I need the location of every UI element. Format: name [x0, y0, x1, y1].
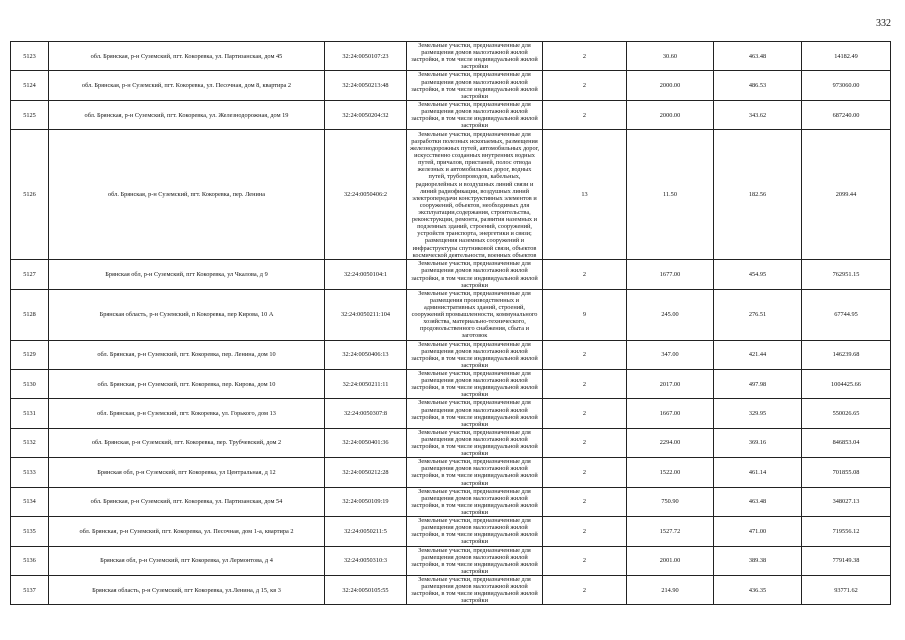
row-number-cell: 5133: [11, 458, 49, 487]
address-cell: обл. Брянская, р-н Суземский, пгт. Кокоревка, пер. Ленина, дом 10: [49, 340, 325, 369]
cadastral-value-cell: 779149.38: [802, 546, 891, 575]
cadastral-value-cell: 348027.13: [802, 487, 891, 516]
use-group-cell: 2: [543, 71, 627, 100]
cadastral-value-cell: 1004425.66: [802, 369, 891, 398]
address-cell: обл. Брянская, р-н Суземский, пгт. Кокоревка, ул. Партизанская, дом 54: [49, 487, 325, 516]
table-row: [11, 71, 891, 100]
table-body: [11, 42, 891, 605]
unit-value-cell: 182.56: [714, 130, 802, 260]
cadastral-value-cell: 550026.65: [802, 399, 891, 428]
cadastral-number-cell: 32:24:0050105:55: [325, 576, 407, 605]
unit-value-cell: 343.62: [714, 100, 802, 129]
table-row: [11, 130, 891, 260]
cadastral-number-cell: 32:24:0050406:2: [325, 130, 407, 260]
use-group-cell: 2: [543, 369, 627, 398]
land-use-purpose-cell: Земельные участки, предназначенные для размещения домов малоэтажной жилой застройки, в том числе индивидуальной жилой застройки: [407, 399, 543, 428]
page-number: 332: [876, 18, 891, 29]
area-cell: 30.60: [627, 42, 714, 71]
area-cell: 347.00: [627, 340, 714, 369]
use-group-cell: 2: [543, 576, 627, 605]
address-cell: обл. Брянская, р-н Суземский, пгт. Кокоревка, ул. Железнодорожная, дом 19: [49, 100, 325, 129]
area-cell: 2017.00: [627, 369, 714, 398]
area-cell: 214.90: [627, 576, 714, 605]
row-number-cell: 5129: [11, 340, 49, 369]
address-cell: обл. Брянская, р-н Суземский, пгт. Кокоревка, ул. Партизанская, дом 45: [49, 42, 325, 71]
table-row: [11, 428, 891, 457]
land-use-purpose-cell: Земельные участки, предназначенные для размещения домов малоэтажной жилой застройки, в том числе индивидуальной жилой застройки: [407, 546, 543, 575]
cadastral-number-cell: 32:24:0050211:104: [325, 289, 407, 340]
land-use-purpose-cell: Земельные участки, предназначенные для размещения домов малоэтажной жилой застройки, в том числе индивидуальной жилой застройки: [407, 340, 543, 369]
land-use-purpose-cell: Земельные участки, предназначенные для размещения домов малоэтажной жилой застройки, в том числе индивидуальной жилой застройки: [407, 369, 543, 398]
cadastral-value-cell: 973060.00: [802, 71, 891, 100]
use-group-cell: 2: [543, 100, 627, 129]
cadastral-value-cell: 687240.00: [802, 100, 891, 129]
unit-value-cell: 436.35: [714, 576, 802, 605]
unit-value-cell: 486.53: [714, 71, 802, 100]
row-number-cell: 5128: [11, 289, 49, 340]
cadastral-value-cell: 846853.04: [802, 428, 891, 457]
unit-value-cell: 369.16: [714, 428, 802, 457]
cadastral-number-cell: 32:24:0050211:11: [325, 369, 407, 398]
use-group-cell: 2: [543, 546, 627, 575]
area-cell: 2000.00: [627, 100, 714, 129]
use-group-cell: 2: [543, 517, 627, 546]
cadastral-value-cell: 14182.49: [802, 42, 891, 71]
row-number-cell: 5123: [11, 42, 49, 71]
land-use-purpose-cell: Земельные участки, предназначенные для размещения производственных и административных зданий, строений, сооружений промышленности, коммунального хозяйства, материально-технического, продовольственного снабжения, сбыта и заготовок: [407, 289, 543, 340]
unit-value-cell: 463.48: [714, 487, 802, 516]
area-cell: 1527.72: [627, 517, 714, 546]
row-number-cell: 5131: [11, 399, 49, 428]
address-cell: обл. Брянская, р-н Суземский, пгт. Кокоревка, ул. Песочная, дом 1-а, квартира 2: [49, 517, 325, 546]
cadastral-number-cell: 32:24:0050211:5: [325, 517, 407, 546]
row-number-cell: 5125: [11, 100, 49, 129]
land-registry-table: [10, 41, 891, 605]
cadastral-value-cell: 93771.62: [802, 576, 891, 605]
row-number-cell: 5132: [11, 428, 49, 457]
land-use-purpose-cell: Земельные участки, предназначенные для размещения домов малоэтажной жилой застройки, в том числе индивидуальной жилой застройки: [407, 42, 543, 71]
land-use-purpose-cell: Земельные участки, предназначенные для размещения домов малоэтажной жилой застройки, в том числе индивидуальной жилой застройки: [407, 487, 543, 516]
row-number-cell: 5135: [11, 517, 49, 546]
area-cell: 2000.00: [627, 71, 714, 100]
area-cell: 750.90: [627, 487, 714, 516]
table-row: [11, 546, 891, 575]
use-group-cell: 2: [543, 42, 627, 71]
cadastral-number-cell: 32:24:0050213:48: [325, 71, 407, 100]
land-use-purpose-cell: Земельные участки, предназначенные для размещения домов малоэтажной жилой застройки, в том числе индивидуальной жилой застройки: [407, 100, 543, 129]
row-number-cell: 5136: [11, 546, 49, 575]
land-use-purpose-cell: Земельные участки, предназначенные для размещения домов малоэтажной жилой застройки, в том числе индивидуальной жилой застройки: [407, 428, 543, 457]
address-cell: обл. Брянская, р-н Суземский, пгт. Кокоревка, пер. Ленина: [49, 130, 325, 260]
unit-value-cell: 276.51: [714, 289, 802, 340]
cadastral-number-cell: 32:24:0050310:3: [325, 546, 407, 575]
land-use-purpose-cell: Земельные участки, предназначенные для размещения домов малоэтажной жилой застройки, в том числе индивидуальной жилой застройки: [407, 517, 543, 546]
use-group-cell: 2: [543, 260, 627, 289]
unit-value-cell: 421.44: [714, 340, 802, 369]
table-row: [11, 458, 891, 487]
cadastral-value-cell: 67744.95: [802, 289, 891, 340]
row-number-cell: 5134: [11, 487, 49, 516]
area-cell: 245.00: [627, 289, 714, 340]
cadastral-number-cell: 32:24:0050401:36: [325, 428, 407, 457]
unit-value-cell: 329.95: [714, 399, 802, 428]
address-cell: Брянская область, р-н Суземский, пгт Кокоревка, ул.Ленина, д 15, кв 3: [49, 576, 325, 605]
cadastral-value-cell: 146239.68: [802, 340, 891, 369]
unit-value-cell: 471.00: [714, 517, 802, 546]
cadastral-number-cell: 32:24:0050109:19: [325, 487, 407, 516]
cadastral-number-cell: 32:24:0050107:23: [325, 42, 407, 71]
area-cell: 1667.00: [627, 399, 714, 428]
land-use-purpose-cell: Земельные участки, предназначенные для размещения домов малоэтажной жилой застройки, в том числе индивидуальной жилой застройки: [407, 458, 543, 487]
land-use-purpose-cell: Земельные участки, предназначенные для размещения домов малоэтажной жилой застройки, в том числе индивидуальной жилой застройки: [407, 576, 543, 605]
use-group-cell: 2: [543, 340, 627, 369]
address-cell: Брянская обл, р-н Суземский, пгт Кокоревка, ул Центральная, д 12: [49, 458, 325, 487]
table-row: [11, 100, 891, 129]
table-row: [11, 289, 891, 340]
area-cell: 1522.00: [627, 458, 714, 487]
cadastral-number-cell: 32:24:0050212:28: [325, 458, 407, 487]
use-group-cell: 9: [543, 289, 627, 340]
address-cell: обл. Брянская, р-н Суземский, пгт. Кокоревка, пер. Трубчевский, дом 2: [49, 428, 325, 457]
row-number-cell: 5137: [11, 576, 49, 605]
use-group-cell: 13: [543, 130, 627, 260]
land-use-purpose-cell: Земельные участки, предназначенные для размещения домов малоэтажной жилой застройки, в том числе индивидуальной жилой застройки: [407, 260, 543, 289]
land-use-purpose-cell: Земельные участки, предназначенные для размещения домов малоэтажной жилой застройки, в том числе индивидуальной жилой застройки: [407, 71, 543, 100]
cadastral-value-cell: 719556.12: [802, 517, 891, 546]
table-row: [11, 517, 891, 546]
address-cell: обл. Брянская, р-н Суземский, пгт. Кокоревка, ул. Песочная, дом 8, квартира 2: [49, 71, 325, 100]
address-cell: обл. Брянская, р-н Суземский, пгт. Кокоревка, ул. Горького, дом 13: [49, 399, 325, 428]
unit-value-cell: 497.98: [714, 369, 802, 398]
address-cell: Брянская обл, р-н Суземский, пгт Кокоревка, ул Лермонтова, д 4: [49, 546, 325, 575]
unit-value-cell: 461.14: [714, 458, 802, 487]
cadastral-number-cell: 32:24:0050104:1: [325, 260, 407, 289]
table-row: [11, 369, 891, 398]
row-number-cell: 5127: [11, 260, 49, 289]
table-row: [11, 340, 891, 369]
area-cell: 2294.00: [627, 428, 714, 457]
table-row: [11, 576, 891, 605]
cadastral-number-cell: 32:24:0050406:13: [325, 340, 407, 369]
cadastral-number-cell: 32:24:0050307:8: [325, 399, 407, 428]
unit-value-cell: 463.48: [714, 42, 802, 71]
cadastral-value-cell: 2099.44: [802, 130, 891, 260]
table-row: [11, 399, 891, 428]
cadastral-value-cell: 701855.08: [802, 458, 891, 487]
table-row: [11, 42, 891, 71]
unit-value-cell: 454.95: [714, 260, 802, 289]
use-group-cell: 2: [543, 428, 627, 457]
table-row: [11, 260, 891, 289]
unit-value-cell: 389.38: [714, 546, 802, 575]
use-group-cell: 2: [543, 399, 627, 428]
address-cell: Брянская область, р-н Суземский, п Кокоревка, пер Кирова, 10 А: [49, 289, 325, 340]
cadastral-number-cell: 32:24:0050204:32: [325, 100, 407, 129]
use-group-cell: 2: [543, 458, 627, 487]
cadastral-value-cell: 762951.15: [802, 260, 891, 289]
row-number-cell: 5126: [11, 130, 49, 260]
area-cell: 1677.00: [627, 260, 714, 289]
address-cell: Брянская обл, р-н Суземский, пгт Кокоревка, ул Чкалова, д 9: [49, 260, 325, 289]
table-row: [11, 487, 891, 516]
row-number-cell: 5130: [11, 369, 49, 398]
area-cell: 11.50: [627, 130, 714, 260]
row-number-cell: 5124: [11, 71, 49, 100]
address-cell: обл. Брянская, р-н Суземский, пгт. Кокоревка, пер. Кирова, дом 10: [49, 369, 325, 398]
area-cell: 2001.00: [627, 546, 714, 575]
use-group-cell: 2: [543, 487, 627, 516]
land-use-purpose-cell: Земельные участки, предназначенные для разработки полезных ископаемых, размещения железнодорожных путей, автомобильных дорог, искусственно созданных внутренних водных путей, причалов, пристаней, полос отвода железных и автомобильных дорог, водных путей, трубопроводов, кабельных, радиорелейных и воздушных линий связи и линий радиофикации, воздушных линий электропередачи конструктивных элементов и сооружений, объектов, необходимых для эксплуатации,содержания, строительства, реконструкции, ремонта, развития наземных и подземных зданий, строений, сооружений, устройств транспорта, энергетики и связи; размещения наземных сооружений и инфраструктуры спутниковой связи, объектов космической деятельности, военных объектов: [407, 130, 543, 260]
